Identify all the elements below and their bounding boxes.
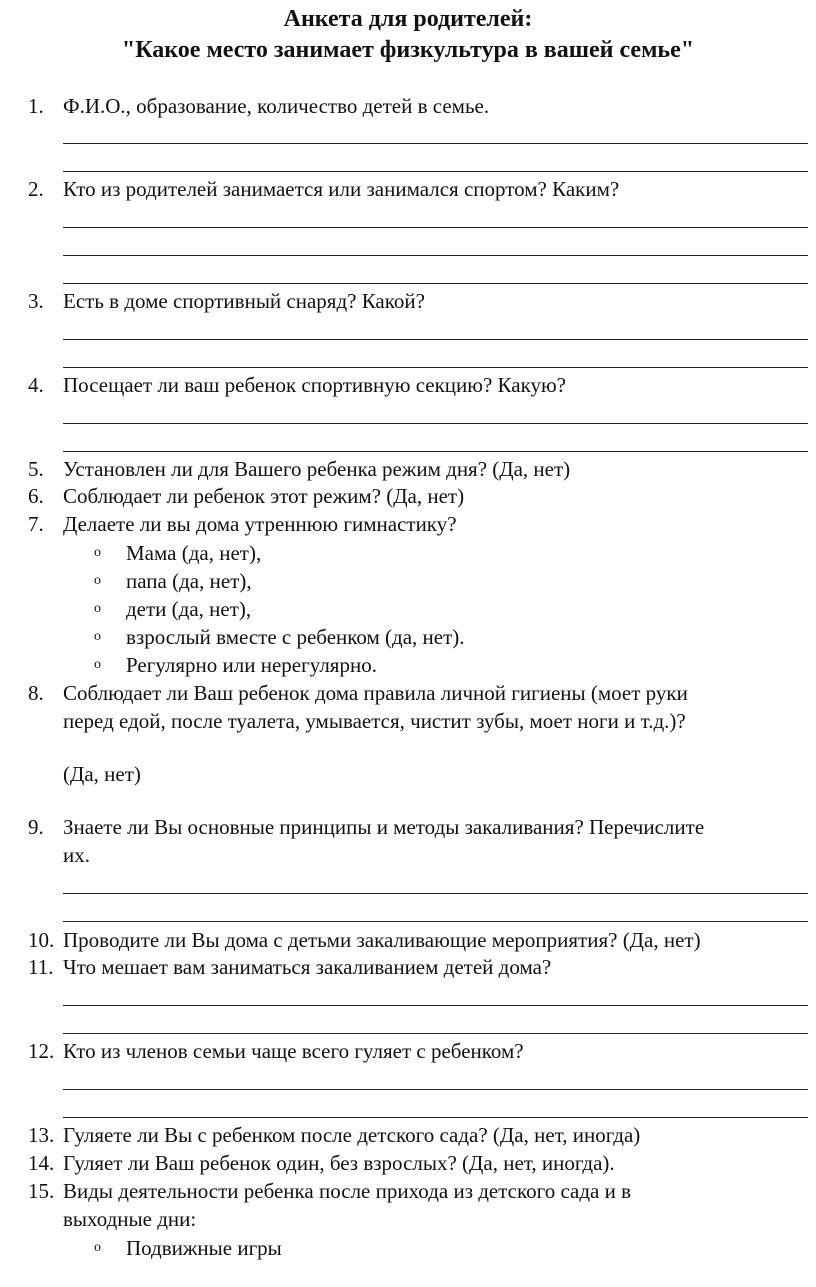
- question-text: Кто из членов семьи чаще всего гуляет с ребенком?: [63, 1039, 524, 1063]
- question-number: 3.: [28, 289, 44, 313]
- question-text: Есть в доме спортивный снаряд? Какой?: [63, 289, 425, 313]
- question-number: 1.: [28, 94, 44, 118]
- answer-line[interactable]: [63, 227, 808, 228]
- question-text: Ф.И.О., образование, количество детей в семье.: [63, 94, 490, 118]
- question-text: Установлен ли для Вашего ребенка режим дня? (Да, нет): [63, 457, 571, 481]
- bullet-marker: o: [94, 601, 101, 616]
- answer-line[interactable]: [63, 255, 808, 256]
- bullet-marker: o: [94, 573, 101, 588]
- answer-line[interactable]: [63, 1117, 808, 1118]
- bullet-item: папа (да, нет),: [126, 569, 252, 593]
- answer-line[interactable]: [63, 1005, 808, 1006]
- title-line-1: Анкета для родителей:: [283, 6, 533, 32]
- question-text: Гуляет ли Ваш ребенок один, без взрослых? (Да, нет, иногда).: [63, 1151, 615, 1175]
- answer-line[interactable]: [63, 451, 808, 452]
- question-text: Делаете ли вы дома утреннюю гимнастику?: [63, 512, 457, 536]
- answer-line[interactable]: [63, 367, 808, 368]
- question-text: Соблюдает ли Ваш ребенок дома правила личной гигиены (моет руки: [63, 681, 688, 705]
- question-number: 13.: [28, 1123, 55, 1147]
- question-number: 7.: [28, 512, 44, 536]
- bullet-marker: o: [94, 1240, 101, 1255]
- answer-line[interactable]: [63, 171, 808, 172]
- question-number: 5.: [28, 457, 44, 481]
- bullet-marker: o: [94, 657, 101, 672]
- answer-line[interactable]: [63, 423, 808, 424]
- question-text: Гуляете ли Вы с ребенком после детского сада? (Да, нет, иногда): [63, 1123, 641, 1147]
- question-number: 14.: [28, 1151, 55, 1175]
- answer-line[interactable]: [63, 1089, 808, 1090]
- question-number: 9.: [28, 815, 44, 839]
- question-answer-options: (Да, нет): [63, 762, 141, 786]
- bullet-item: взрослый вместе с ребенком (да, нет).: [126, 625, 465, 649]
- question-text: Кто из родителей занимается или занимался спортом? Каким?: [63, 177, 620, 201]
- bullet-item: Мама (да, нет),: [126, 541, 262, 565]
- question-number: 6.: [28, 484, 44, 508]
- answer-line[interactable]: [63, 339, 808, 340]
- bullet-item: Регулярно или нерегулярно.: [126, 653, 377, 677]
- answer-line[interactable]: [63, 283, 808, 284]
- title-line-2: "Какое место занимает физкультура в вашей семье": [121, 37, 695, 63]
- question-text: Что мешает вам заниматься закаливанием детей дома?: [63, 955, 552, 979]
- answer-line[interactable]: [63, 893, 808, 894]
- answer-line[interactable]: [63, 921, 808, 922]
- question-text-continued: перед едой, после туалета, умывается, чистит зубы, моет ноги и т.д.)?: [63, 709, 686, 733]
- question-number: 10.: [28, 928, 55, 952]
- question-number: 4.: [28, 373, 44, 397]
- question-number: 8.: [28, 681, 44, 705]
- question-text-continued: их.: [63, 843, 90, 867]
- bullet-item: Подвижные игры: [126, 1236, 282, 1260]
- question-number: 12.: [28, 1039, 55, 1063]
- bullet-marker: o: [94, 545, 101, 560]
- question-text: Знаете ли Вы основные принципы и методы закаливания? Перечислите: [63, 815, 705, 839]
- question-text: Соблюдает ли ребенок этот режим? (Да, нет): [63, 484, 465, 508]
- question-number: 2.: [28, 177, 44, 201]
- bullet-marker: o: [94, 629, 101, 644]
- answer-line[interactable]: [63, 143, 808, 144]
- question-number: 15.: [28, 1179, 55, 1203]
- answer-line[interactable]: [63, 1033, 808, 1034]
- question-text: Виды деятельности ребенка после прихода из детского сада и в: [63, 1179, 632, 1203]
- question-number: 11.: [28, 955, 54, 979]
- question-text: Проводите ли Вы дома с детьми закаливающие мероприятия? (Да, нет): [63, 928, 701, 952]
- question-text-continued: выходные дни:: [63, 1207, 197, 1231]
- bullet-item: дети (да, нет),: [126, 597, 252, 621]
- question-text: Посещает ли ваш ребенок спортивную секцию? Какую?: [63, 373, 567, 397]
